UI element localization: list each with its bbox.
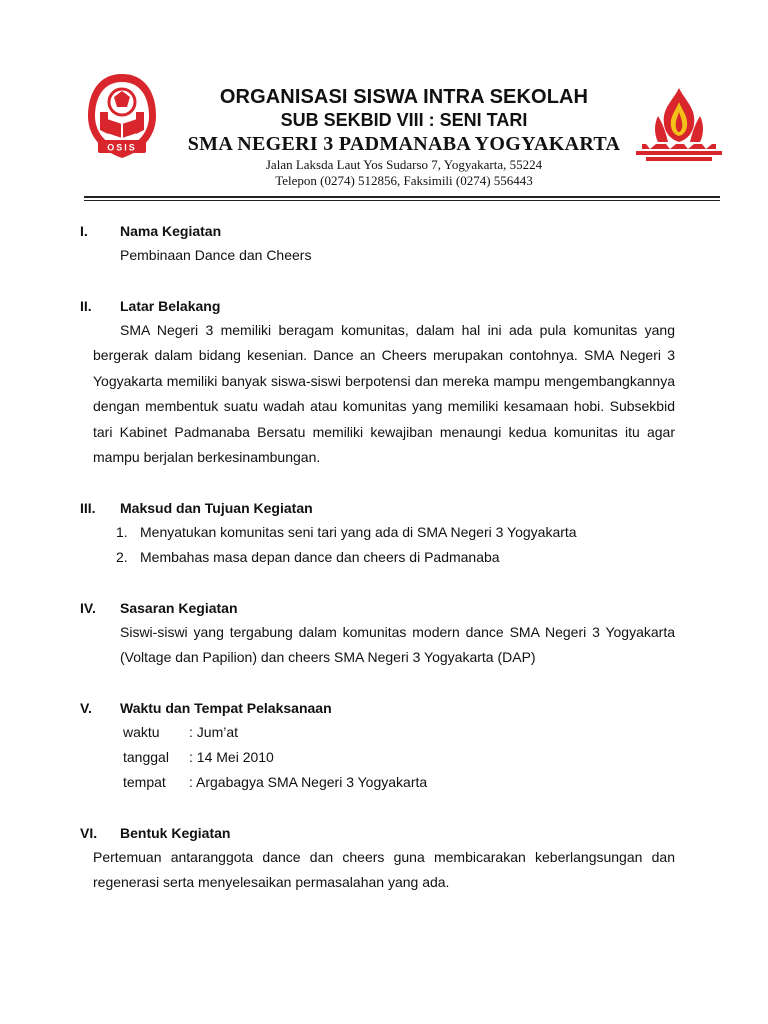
section-sasaran <box>0 595 768 670</box>
list-text: Menyatukan komunitas seni tari yang ada di SMA Negeri 3 Yogyakarta <box>140 524 577 541</box>
section-nama-kegiatan <box>0 218 768 268</box>
list-number: 1. <box>116 524 128 541</box>
detail-value: : Jum’at <box>189 724 239 741</box>
section-maksud-tujuan <box>0 495 768 570</box>
detail-key: tempat <box>123 774 166 791</box>
section-numeral: IV. <box>80 599 96 616</box>
section-numeral: V. <box>80 699 92 716</box>
document-body <box>0 218 768 920</box>
letterhead-divider-thin <box>84 200 720 201</box>
section-waktu-tempat <box>0 695 768 795</box>
section-heading: Sasaran Kegiatan <box>120 599 238 616</box>
letterhead-divider <box>84 196 720 198</box>
detail-key: waktu <box>123 724 160 741</box>
detail-value: : 14 Mei 2010 <box>189 749 274 766</box>
school-phone: Telepon (0274) 512856, Faksimili (0274) 556443 <box>275 173 533 188</box>
section-heading: Maksud dan Tujuan Kegiatan <box>120 499 313 516</box>
section-bentuk-kegiatan <box>0 820 768 895</box>
section-heading: Nama Kegiatan <box>120 222 222 239</box>
list-item <box>0 545 768 570</box>
detail-row <box>0 745 768 770</box>
section-numeral: VI. <box>80 824 98 841</box>
school-name: SMA NEGERI 3 PADMANABA YOGYAKARTA <box>187 133 621 155</box>
section-paragraph: Siswi-siswi yang tergabung dalam komunitas modern dance SMA Negeri 3 Yogyakarta (Voltage dan Papilion) dan cheers SMA Negeri 3 Yogyakarta (DAP) <box>120 624 675 666</box>
detail-row <box>0 770 768 795</box>
list-number: 2. <box>116 549 128 566</box>
list-item <box>0 520 768 545</box>
section-numeral: II. <box>80 297 92 314</box>
organization-title: ORGANISASI SISWA INTRA SEKOLAH <box>219 86 589 108</box>
osis-label: OSIS <box>107 142 137 153</box>
section-heading: Waktu dan Tempat Pelaksanaan <box>120 699 332 716</box>
section-text: Pembinaan Dance dan Cheers <box>120 247 312 263</box>
detail-key: tanggal <box>123 749 169 766</box>
detail-row <box>0 720 768 745</box>
section-paragraph: SMA Negeri 3 memiliki beragam komunitas, dalam hal ini ada pula komunitas yang bergerak dalam bidang kesenian. Dance an Cheers merupakan contohnya. SMA Negeri 3 Yogyakarta memiliki banyak siswa-siswi berpotensi dan mereka mampu mengembangkannya dengan membentuk suatu wadah atau komunitas yang memiliki kesamaan hobi. Subsekbid tari Kabinet Padmanaba Bersatu memiliki kewajiban menaungi kedua komunitas itu agar mampu berjalan berkesinambungan. <box>93 322 675 466</box>
list-text: Membahas masa depan dance dan cheers di Padmanaba <box>140 549 500 566</box>
sub-sekbid-title: SUB SEKBID VIII : SENI TARI <box>280 110 528 130</box>
objectives-list <box>0 520 768 570</box>
school-address: Jalan Laksda Laut Yos Sudarso 7, Yogyakarta, 55224 <box>265 157 543 172</box>
detail-value: : Argabagya SMA Negeri 3 Yogyakarta <box>189 774 428 791</box>
section-numeral: I. <box>80 222 88 239</box>
section-heading: Latar Belakang <box>120 297 221 314</box>
section-heading: Bentuk Kegiatan <box>120 824 231 841</box>
letterhead <box>0 0 768 205</box>
section-latar-belakang <box>0 293 768 470</box>
section-paragraph: Pertemuan antaranggota dance dan cheers guna membicarakan keberlangsungan dan regenerasi serta menyelesaikan permasalahan yang ada. <box>93 849 675 891</box>
section-numeral: III. <box>80 499 96 516</box>
